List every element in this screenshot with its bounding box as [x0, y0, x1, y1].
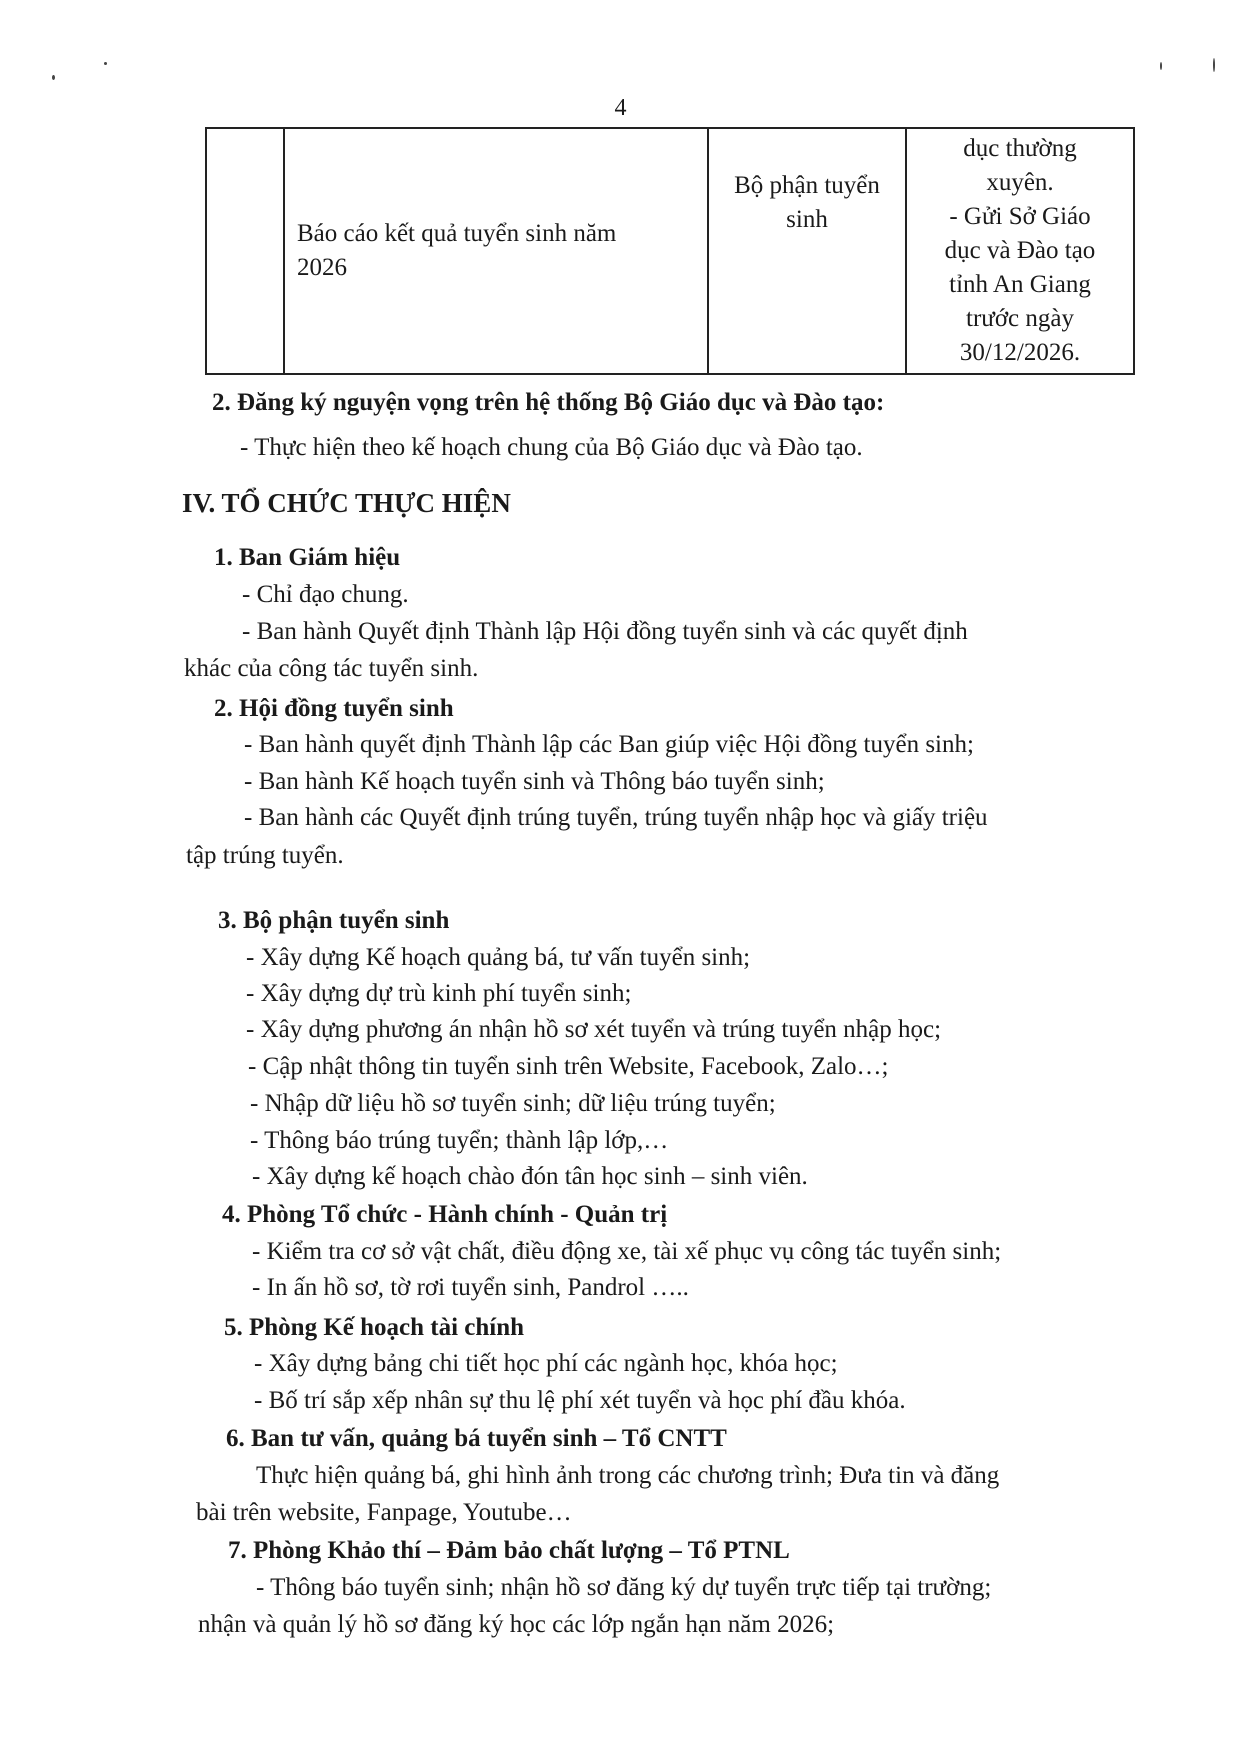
item2-text: - Thực hiện theo kế hoạch chung của Bộ Giáo dục và Đào tạo. — [240, 434, 863, 461]
subsection-heading: 4. Phòng Tổ chức - Hành chính - Quản trị — [222, 1201, 668, 1228]
body-line: - Xây dựng phương án nhận hồ sơ xét tuyển và trúng tuyển nhập học; — [246, 1016, 942, 1043]
body-line: - Xây dựng bảng chi tiết học phí các ngành học, khóa học; — [254, 1350, 838, 1377]
page-number: 4 — [614, 95, 627, 121]
scan-speck — [1213, 58, 1215, 72]
subsection-heading: 5. Phòng Kế hoạch tài chính — [224, 1314, 525, 1341]
subsection-heading: 2. Hội đồng tuyển sinh — [214, 695, 454, 722]
table-cell-task: Báo cáo kết quả tuyển sinh năm 2026 — [284, 128, 708, 374]
subsection-heading: 3. Bộ phận tuyển sinh — [218, 907, 450, 934]
body-line: tập trúng tuyển. — [186, 842, 344, 869]
subsection-heading: 1. Ban Giám hiệu — [214, 544, 401, 571]
body-line: - Nhập dữ liệu hồ sơ tuyển sinh; dữ liệu trúng tuyển; — [250, 1090, 776, 1117]
table-cell-note: dục thường xuyên. - Gửi Sở Giáo dục và Đào tạo tỉnh An Giang trước ngày 30/12/2026. — [906, 128, 1134, 374]
body-line: - Xây dựng kế hoạch chào đón tân học sinh – sinh viên. — [252, 1163, 808, 1190]
body-line: - Kiểm tra cơ sở vật chất, điều động xe, tài xế phục vụ công tác tuyển sinh; — [252, 1238, 1002, 1265]
body-line: - Ban hành Quyết định Thành lập Hội đồng tuyển sinh và các quyết định — [242, 618, 968, 645]
table-row — [206, 128, 1134, 374]
body-line: - Xây dựng Kế hoạch quảng bá, tư vấn tuyển sinh; — [246, 944, 751, 971]
body-line: - Ban hành các Quyết định trúng tuyển, trúng tuyển nhập học và giấy triệu — [244, 804, 988, 831]
section-title: IV. TỔ CHỨC THỰC HIỆN — [182, 488, 511, 518]
table-cell-index — [206, 128, 284, 374]
scan-speck — [104, 62, 107, 65]
body-line: - Thông báo trúng tuyển; thành lập lớp,… — [250, 1127, 669, 1154]
body-line: - Xây dựng dự trù kinh phí tuyển sinh; — [246, 980, 632, 1007]
body-line: Thực hiện quảng bá, ghi hình ảnh trong các chương trình; Đưa tin và đăng — [256, 1462, 1000, 1489]
body-line: - Ban hành quyết định Thành lập các Ban giúp việc Hội đồng tuyển sinh; — [244, 731, 974, 758]
body-line: - Cập nhật thông tin tuyển sinh trên Website, Facebook, Zalo…; — [248, 1053, 889, 1080]
body-line: - Thông báo tuyển sinh; nhận hồ sơ đăng ký dự tuyển trực tiếp tại trường; — [256, 1574, 992, 1601]
body-line: khác của công tác tuyển sinh. — [184, 655, 479, 682]
body-line: - Ban hành Kế hoạch tuyển sinh và Thông báo tuyển sinh; — [244, 768, 825, 795]
body-line: - Bố trí sắp xếp nhân sự thu lệ phí xét tuyển và học phí đầu khóa. — [254, 1387, 906, 1414]
subsection-heading: 7. Phòng Khảo thí – Đảm bảo chất lượng – Tổ PTNL — [228, 1537, 790, 1564]
subsection-heading: 6. Ban tư vấn, quảng bá tuyển sinh – Tổ CNTT — [226, 1425, 727, 1452]
body-line: nhận và quản lý hồ sơ đăng ký học các lớp ngắn hạn năm 2026; — [198, 1611, 835, 1638]
plan-table — [205, 127, 1135, 375]
item2-heading: 2. Đăng ký nguyện vọng trên hệ thống Bộ Giáo dục và Đào tạo: — [212, 389, 885, 416]
body-line: - Chỉ đạo chung. — [242, 581, 409, 608]
scan-speck — [52, 75, 55, 80]
scan-speck — [1160, 62, 1162, 70]
body-line: - In ấn hồ sơ, tờ rơi tuyển sinh, Pandrol ….. — [252, 1274, 689, 1301]
body-line: bài trên website, Fanpage, Youtube… — [196, 1499, 572, 1526]
table-cell-unit: Bộ phận tuyển sinh — [708, 128, 906, 374]
